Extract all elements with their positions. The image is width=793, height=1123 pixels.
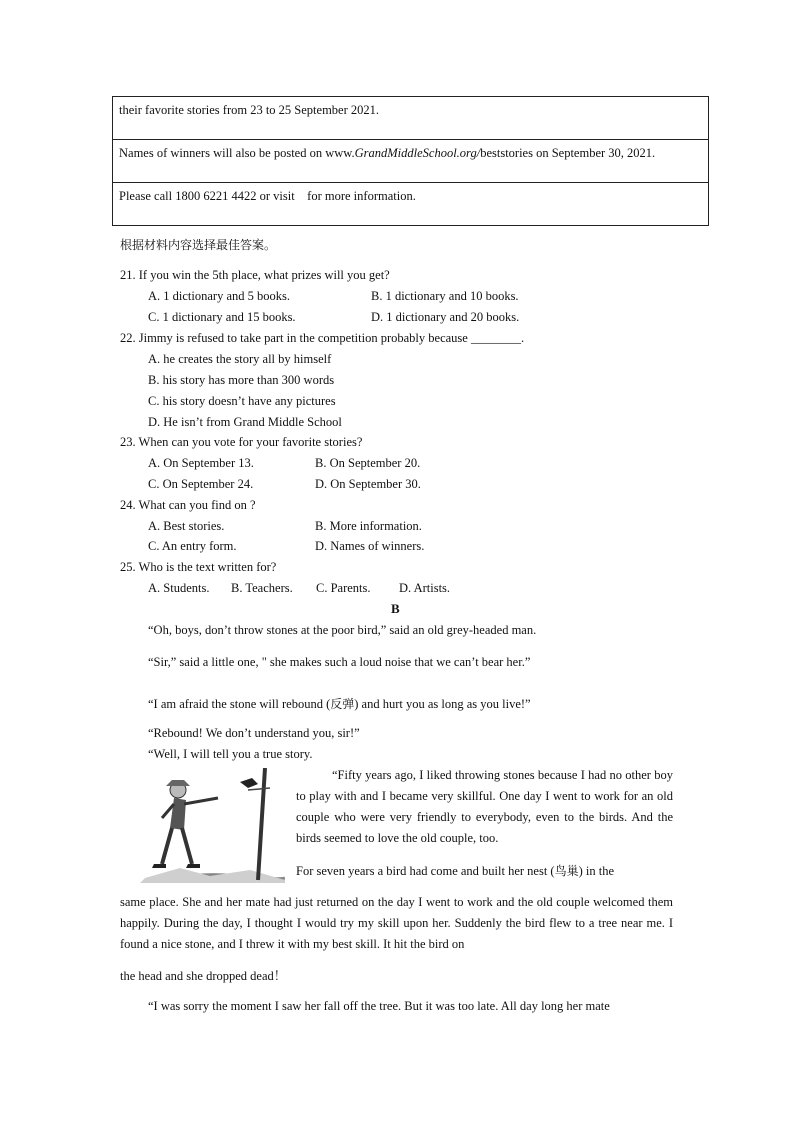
story-paragraph: “Oh, boys, don’t throw stones at the poor bird,” said an old grey-headed man. (148, 623, 537, 637)
option: D. Names of winners. (315, 539, 425, 553)
option: D. He isn’t from Grand Middle School (148, 415, 342, 429)
option: C. 1 dictionary and 15 books. (148, 310, 296, 324)
instruction: 根据材料内容选择最佳答案。 (120, 238, 277, 252)
nest-text-end: ) in the (578, 864, 615, 878)
option: C. On September 24. (148, 477, 254, 491)
question-stem: 25. Who is the text written for? (120, 560, 277, 574)
option: A. 1 dictionary and 5 books. (148, 289, 290, 303)
rebound-chinese: 反弹 (330, 697, 355, 711)
story-paragraph: “Sir,” said a little one, " she makes such a loud noise that we can’t bear her.” (148, 655, 531, 669)
contact-text-start: Please call 1800 6221 4422 or visit (119, 189, 295, 203)
story-paragraph: “Rebound! We don’t understand you, sir!” (148, 726, 360, 740)
rebound-text-start: “I am afraid the stone will rebound ( (148, 697, 331, 711)
question-stem: 23. When can you vote for your favorite stories? (120, 435, 363, 449)
info-row (113, 183, 709, 226)
option: A. Best stories. (148, 519, 225, 533)
question-stem: 24. What can you find on ? (120, 498, 256, 512)
option: A. On September 13. (148, 456, 254, 470)
option: C. An entry form. (148, 539, 237, 553)
info-cell-contact (113, 183, 709, 226)
option: B. More information. (315, 519, 422, 533)
website-link: GrandMiddleSchool.org/ (354, 146, 481, 160)
winners-text-start: Names of winners will also be posted on www. (119, 146, 355, 160)
option: C. Parents. (316, 581, 371, 595)
contact-text-end: for more information. (307, 189, 416, 203)
info-row (113, 97, 709, 140)
info-row (113, 140, 709, 183)
rebound-text-end: ) and hurt you as long as you live!” (354, 697, 531, 711)
question-stem: 22. Jimmy is refused to take part in the competition probably because ________. (120, 331, 525, 345)
winners-text-end: beststories on September 30, 2021. (480, 146, 656, 160)
story-side-text: “Fifty years ago, I liked throwing stones because I had no other boy to play with and I became very skillful. One day I went to work for an old couple who were very friendly to everybody, even to the birds. And the birds seemed to love the old couple, too. (296, 768, 673, 845)
option: D. On September 30. (315, 477, 421, 491)
option: D. 1 dictionary and 20 books. (371, 310, 520, 324)
story-line (296, 862, 673, 879)
option: B. Teachers. (231, 581, 293, 595)
option: A. he creates the story all by himself (148, 352, 332, 366)
story-paragraph: same place. She and her mate had just returned on the day I went to work and the old couple welcomed them happily. During the day, I thought I would try my skill upon her. Suddenly the bird flew to a tree near me. I found a nice stone, and I threw it with my best skill. It hit the bird on (120, 895, 673, 951)
info-table (112, 96, 709, 226)
option: B. 1 dictionary and 10 books. (371, 289, 519, 303)
story-paragraph-wrapped (296, 765, 673, 849)
option: D. Artists. (399, 581, 451, 595)
nest-text-start: For seven years a bird had come and built her nest ( (296, 864, 555, 878)
story-paragraph: “Well, I will tell you a true story. (148, 747, 313, 761)
info-cell-dates: their favorite stories from 23 to 25 September 2021. (113, 97, 709, 140)
option: B. On September 20. (315, 456, 421, 470)
section-heading: B (391, 601, 400, 616)
question-stem: 21. If you win the 5th place, what prizes will you get? (120, 268, 390, 282)
story-line: the head and she dropped dead！ (120, 969, 287, 983)
option: B. his story has more than 300 words (148, 373, 335, 387)
info-cell-winners (113, 140, 709, 183)
option: A. Students. (148, 581, 210, 595)
story-paragraph: “I was sorry the moment I saw her fall off the tree. But it was too late. All day long her mate (148, 999, 610, 1013)
option: C. his story doesn’t have any pictures (148, 394, 336, 408)
story-paragraph (148, 695, 531, 712)
boy-throwing-stone-illustration (140, 768, 285, 883)
nest-chinese: 鸟巢 (554, 864, 579, 878)
